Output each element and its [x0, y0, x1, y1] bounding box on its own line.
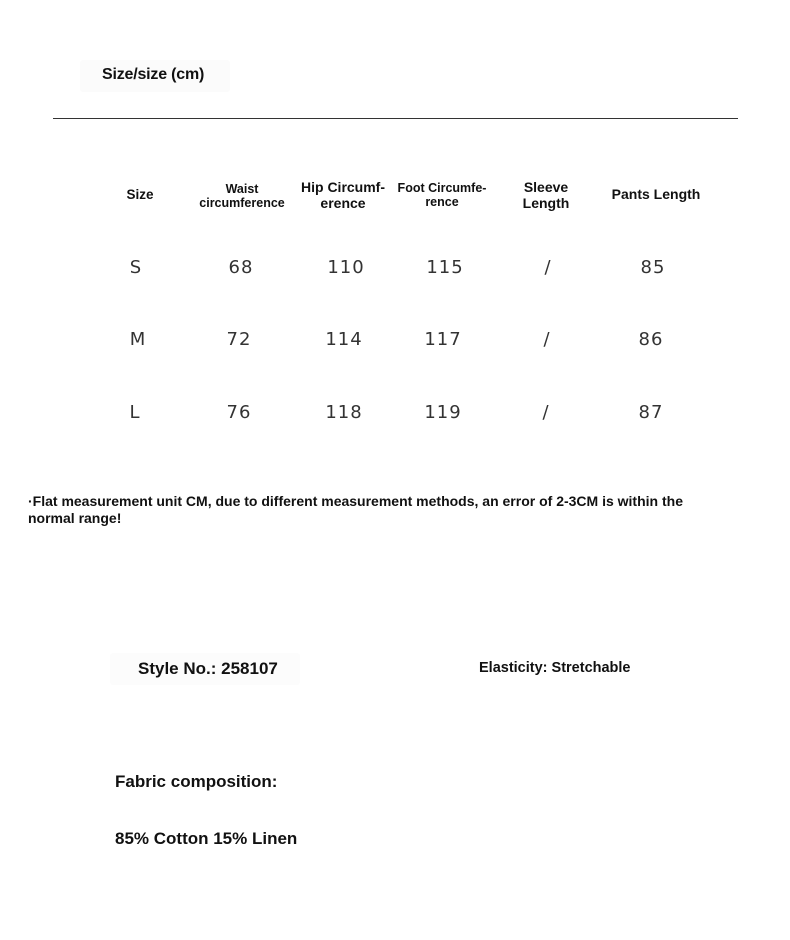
header-waist-line1: Waist	[225, 182, 259, 196]
cell-foot: 119	[424, 402, 462, 423]
cell-foot: 115	[426, 257, 464, 278]
cell-sleeve: /	[544, 257, 552, 278]
header-hip-line1: Hip Circumf-	[301, 179, 385, 195]
header-sleeve-line1: Sleeve	[523, 179, 569, 195]
measurement-note: ·Flat measurement unit CM, due to different measurement methods, an error of 2-3CM is within the normal range!	[28, 493, 683, 526]
cell-hip: 114	[325, 329, 363, 350]
header-size-line1: Size	[126, 187, 154, 202]
header-waist	[199, 182, 284, 211]
fabric-composition-label: Fabric composition:	[115, 772, 278, 791]
header-foot-line1: Foot Circumfe-	[397, 181, 487, 195]
style-number: Style No.: 258107	[138, 659, 278, 678]
cell-waist: 76	[226, 402, 252, 423]
header-foot-line2: rence	[425, 195, 459, 210]
cell-pants: 86	[638, 329, 664, 350]
cell-size: S	[129, 257, 143, 278]
elasticity-info: Elasticity: Stretchable	[479, 660, 631, 676]
cell-sleeve: /	[543, 329, 551, 350]
header-pants	[612, 186, 701, 202]
header-foot	[398, 181, 487, 210]
cell-waist: 68	[228, 257, 254, 278]
header-sleeve-line2: Length	[522, 195, 570, 212]
fabric-composition-value: 85% Cotton 15% Linen	[115, 829, 298, 848]
header-waist-line2: circumference	[199, 196, 285, 211]
cell-size: M	[129, 329, 147, 350]
cell-waist: 72	[226, 329, 252, 350]
header-pants-line1: Pants Length	[611, 186, 701, 202]
cell-hip: 110	[327, 257, 365, 278]
cell-pants: 87	[638, 402, 664, 423]
header-hip	[301, 179, 385, 211]
cell-sleeve: /	[542, 402, 550, 423]
cell-hip: 118	[325, 402, 363, 423]
cell-size: L	[129, 402, 141, 423]
page-title: Size/size (cm)	[102, 66, 205, 83]
cell-foot: 117	[424, 329, 462, 350]
divider	[53, 118, 738, 119]
header-sleeve	[523, 179, 570, 211]
cell-pants: 85	[640, 257, 666, 278]
header-hip-line2: erence	[320, 195, 366, 212]
header-size	[126, 187, 153, 203]
